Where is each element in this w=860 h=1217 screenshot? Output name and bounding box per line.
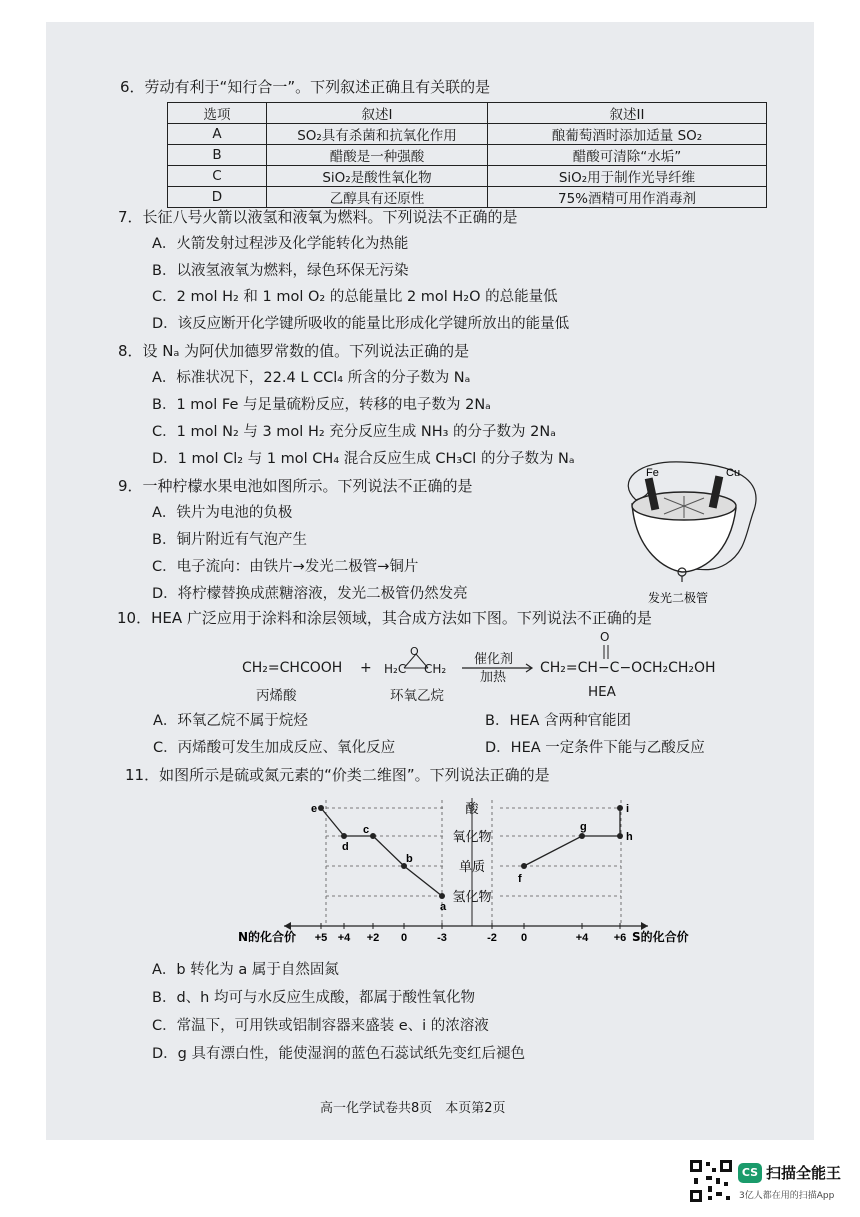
- axis-arrow-left: [284, 922, 291, 930]
- table-header: 叙述I: [267, 103, 488, 124]
- n-tick-label: -3: [437, 932, 447, 944]
- category-label: 单质: [458, 860, 486, 875]
- scanner-tagline: 3亿人都在用的扫描App: [739, 1191, 835, 1201]
- q8-option-d: D．1 mol Cl₂ 与 1 mol CH₄ 混合反应生成 CH₃Cl 的分子数为 Nₐ: [152, 451, 575, 467]
- page-footer: 高一化学试卷共8页 本页第2页: [320, 1101, 506, 1116]
- q8-stem: 8．设 Nₐ 为阿伏加德罗常数的值。下列说法正确的是: [118, 342, 470, 360]
- point-e: [318, 805, 324, 811]
- point-a: [439, 893, 445, 899]
- table-row: [168, 187, 767, 208]
- q7-stem: 7．长征八号火箭以液氢和液氧为燃料。下列说法不正确的是: [118, 208, 518, 226]
- table-cell: SO₂具有杀菌和抗氧化作用: [267, 124, 488, 145]
- q11-stem: 11．如图所示是硫或氮元素的“价类二维图”。下列说法正确的是: [125, 766, 550, 784]
- n-tick-label: +2: [366, 932, 380, 944]
- point-i: [617, 805, 623, 811]
- table-cell: 乙醇具有还原性: [267, 187, 488, 208]
- table-cell: SiO₂是酸性氧化物: [267, 166, 488, 187]
- q7-option-b: B．以液氢液氧为燃料，绿色环保无污染: [152, 263, 409, 279]
- scanner-badge: CS: [738, 1163, 762, 1183]
- led-label: 发光二极管: [648, 591, 709, 605]
- s-tick-label: 0: [520, 932, 528, 944]
- table-cell: 醋酸可清除“水垢”: [488, 145, 767, 166]
- point-label-c: c: [363, 824, 370, 836]
- ring-right-carbon: CH₂: [424, 662, 447, 676]
- point-g: [579, 833, 585, 839]
- table-cell: D: [168, 187, 267, 208]
- valence-class-diagram: [236, 796, 689, 946]
- product-hea: CH₂=CH−C−OCH₂CH₂OH: [540, 660, 716, 676]
- product-hea-name: HEA: [588, 684, 616, 700]
- reactant-epoxide-name: 环氧乙烷: [390, 688, 444, 704]
- heat-label: 加热: [480, 670, 507, 685]
- n-axis-label: N的化合价: [238, 930, 297, 944]
- point-label-h: h: [626, 831, 633, 843]
- q10-option-c: C．丙烯酸可发生加成反应、氧化反应: [153, 740, 396, 756]
- carbonyl-double-bond: [601, 645, 611, 659]
- plus-sign: +: [360, 660, 372, 676]
- table-cell: B: [168, 145, 267, 166]
- point-h: [617, 833, 623, 839]
- point-label-e: e: [311, 803, 318, 815]
- n-tick-label: +5: [314, 932, 328, 944]
- q9-option-c: C．电子流向：由铁片→发光二极管→铜片: [152, 559, 419, 575]
- q7-option-d: D．该反应断开化学键所吸收的能量比形成化学键所放出的能量低: [152, 316, 570, 332]
- q9-stem: 9．一种柠檬水果电池如图所示。下列说法不正确的是: [118, 477, 473, 495]
- table-cell: 醋酸是一种强酸: [267, 145, 488, 166]
- reactant-acrylic-acid: CH₂=CHCOOH: [242, 660, 343, 676]
- s-axis-label: S的化合价: [632, 930, 689, 944]
- ring-left-carbon: H₂C: [384, 662, 407, 676]
- q10-stem: 10．HEA 广泛应用于涂料和涂层领域，其合成方法如下图。下列说法不正确的是: [117, 609, 652, 627]
- point-label-i: i: [626, 803, 630, 815]
- table-row: [168, 145, 767, 166]
- table-row: [168, 124, 767, 145]
- q6-stem: 6．劳动有利于“知行合一”。下列叙述正确且有关联的是: [120, 78, 491, 96]
- q8-option-c: C．1 mol N₂ 与 3 mol H₂ 充分反应生成 NH₃ 的分子数为 2Nₐ: [152, 424, 556, 440]
- q6-table: [167, 102, 767, 208]
- catalyst-label: 催化剂: [474, 652, 514, 667]
- category-label: 氧化物: [452, 830, 492, 845]
- q8-option-a: A．标准状况下，22.4 L CCl₄ 所含的分子数为 Nₐ: [152, 370, 471, 386]
- category-label: 氢化物: [452, 890, 492, 905]
- n-series-line: [321, 808, 442, 896]
- s-tick-label: +4: [575, 932, 589, 944]
- q9-option-b: B．铜片附近有气泡产生: [152, 532, 307, 548]
- q10-option-d: D．HEA 一定条件下能与乙酸反应: [485, 740, 705, 756]
- table-cell: SiO₂用于制作光导纤维: [488, 166, 767, 187]
- q10-option-b: B．HEA 含两种官能团: [485, 713, 632, 729]
- q8-option-b: B．1 mol Fe 与足量硫粉反应，转移的电子数为 2Nₐ: [152, 397, 491, 413]
- s-tick-label: +6: [613, 932, 627, 944]
- scanner-brand: 扫描全能王: [766, 1164, 842, 1182]
- s-series-line: [524, 808, 620, 866]
- point-label-g: g: [580, 821, 587, 833]
- point-label-a: a: [440, 901, 447, 913]
- point-f: [521, 863, 527, 869]
- q11-option-c: C．常温下，可用铁或铝制容器来盛装 e、i 的浓溶液: [152, 1018, 489, 1034]
- q11-option-b: B．d、h 均可与水反应生成酸，都属于酸性氧化物: [152, 990, 475, 1006]
- table-row: [168, 166, 767, 187]
- n-tick-label: 0: [400, 932, 408, 944]
- category-label: 酸: [465, 802, 479, 817]
- q7-option-c: C．2 mol H₂ 和 1 mol O₂ 的总能量比 2 mol H₂O 的总能量低: [152, 289, 558, 305]
- q11-option-d: D．g 具有漂白性，能使湿润的蓝色石蕊试纸先变红后褪色: [152, 1046, 525, 1062]
- n-tick-label: +4: [337, 932, 351, 944]
- point-d: [341, 833, 347, 839]
- point-label-f: f: [518, 873, 522, 885]
- q9-option-d: D．将柠檬替换成蔗糖溶液，发光二极管仍然发亮: [152, 586, 468, 602]
- reactant-acrylic-acid-name: 丙烯酸: [256, 688, 297, 704]
- q10-option-a: A．环氧乙烷不属于烷烃: [153, 713, 308, 729]
- lemon-battery-figure: [596, 452, 768, 610]
- point-c: [370, 833, 376, 839]
- ring-oxygen: O: [410, 645, 419, 658]
- fe-label: Fe: [646, 467, 659, 479]
- table-header: 叙述II: [488, 103, 767, 124]
- point-label-d: d: [342, 841, 349, 853]
- product-carbonyl-oxygen: O: [600, 630, 610, 644]
- table-header: 选项: [168, 103, 267, 124]
- q11-option-a: A．b 转化为 a 属于自然固氮: [152, 962, 339, 978]
- cu-label: Cu: [726, 467, 741, 479]
- q7-option-a: A．火箭发射过程涉及化学能转化为热能: [152, 236, 409, 252]
- table-cell: A: [168, 124, 267, 145]
- axis-arrow-right: [641, 922, 648, 930]
- table-cell: 酿葡萄酒时添加适量 SO₂: [488, 124, 767, 145]
- table-cell: C: [168, 166, 267, 187]
- point-label-b: b: [406, 853, 413, 865]
- table-header-row: [168, 103, 767, 124]
- q9-option-a: A．铁片为电池的负极: [152, 505, 293, 521]
- s-tick-label: -2: [487, 932, 497, 944]
- table-cell: 75%酒精可用作消毒剂: [488, 187, 767, 208]
- qr-code-icon: [690, 1160, 732, 1202]
